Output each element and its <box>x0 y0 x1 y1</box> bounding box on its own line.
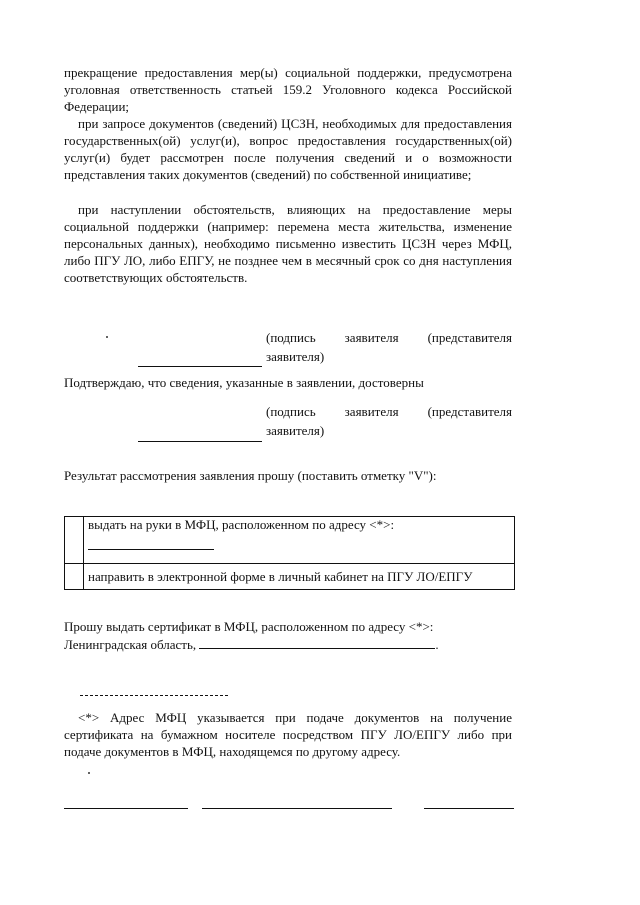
signature-line-2[interactable] <box>138 441 262 442</box>
result-prompt: Результат рассмотрения заявления прошу (поставить отметку "V"): <box>64 468 437 483</box>
scan-speck <box>88 772 90 774</box>
confirmation-statement: Подтверждаю, что сведения, указанные в заявлении, достоверны <box>64 375 424 390</box>
table-row <box>65 517 515 564</box>
bottom-line-right <box>424 808 514 809</box>
signature-caption-1-line1: (подпись заявителя (представителя <box>266 330 512 345</box>
paragraph-document-request: при запросе документов (сведений) ЦСЗН, необходимых для предоставления государственных(ой) услуг(и), вопрос предоставления государственных(ой) услуг(и) будет рассмотрен после получения сведений и о возможности представления таких документов (сведений) по собственной инициативе; <box>64 116 512 182</box>
signature-caption-2-line1: (подпись заявителя (представителя <box>266 404 512 419</box>
option-label-mfc: выдать на руки в МФЦ, расположенном по адресу <*>: <box>88 517 395 532</box>
signature-caption-1-line2: заявителя) <box>266 349 325 364</box>
signature-caption-2 <box>266 402 512 440</box>
signature-caption-1 <box>266 328 512 366</box>
paragraph-criminal-liability: прекращение предоставления мер(ы) социальной поддержки, предусмотрена уголовная ответственность статьей 159.2 Уголовного кодекса Российской Федерации; <box>64 65 512 114</box>
footnote-text: <*> Адрес МФЦ указывается при подаче документов на получение сертификата на бумажном носителе посредством ПГУ ЛО/ЕПГУ либо при подаче документов в МФЦ, находящемся по другому адресу. <box>64 710 512 759</box>
certificate-request: Прошу выдать сертификат в МФЦ, расположенном по адресу <*>: <box>64 619 434 634</box>
option-cell-mfc <box>84 517 515 564</box>
bottom-line-left <box>64 808 188 809</box>
certificate-address-fill-line[interactable] <box>199 636 435 649</box>
signature-caption-2-line2: заявителя) <box>266 423 325 438</box>
footnote-separator <box>80 695 228 696</box>
option-cell-electronic <box>84 564 515 590</box>
paragraph-circumstances-notice: при наступлении обстоятельств, влияющих на предоставление меры социальной поддержки (например: перемена места жительства, изменение персональных данных), необходимо письменно известить ЦСЗН через МФЦ, либо ПГУ ЛО, либо ЕПГУ, не позднее чем в месячный срок со дня наступления соответствующих обстоятельств. <box>64 202 512 285</box>
checkbox-cell-electronic[interactable] <box>65 564 84 590</box>
address-end-punct: . <box>435 637 439 652</box>
scan-speck <box>106 336 108 338</box>
option-label-electronic: направить в электронной форме в личный кабинет на ПГУ ЛО/ЕПГУ <box>88 568 473 584</box>
signature-line-1[interactable] <box>138 366 262 367</box>
certificate-address-row <box>64 636 439 653</box>
address-fill-line[interactable] <box>88 549 214 550</box>
result-options-table <box>64 516 515 590</box>
checkbox-cell-mfc[interactable] <box>65 517 84 564</box>
region-label: Ленинградская область, <box>64 637 197 652</box>
table-row <box>65 564 515 590</box>
bottom-line-middle <box>202 808 392 809</box>
